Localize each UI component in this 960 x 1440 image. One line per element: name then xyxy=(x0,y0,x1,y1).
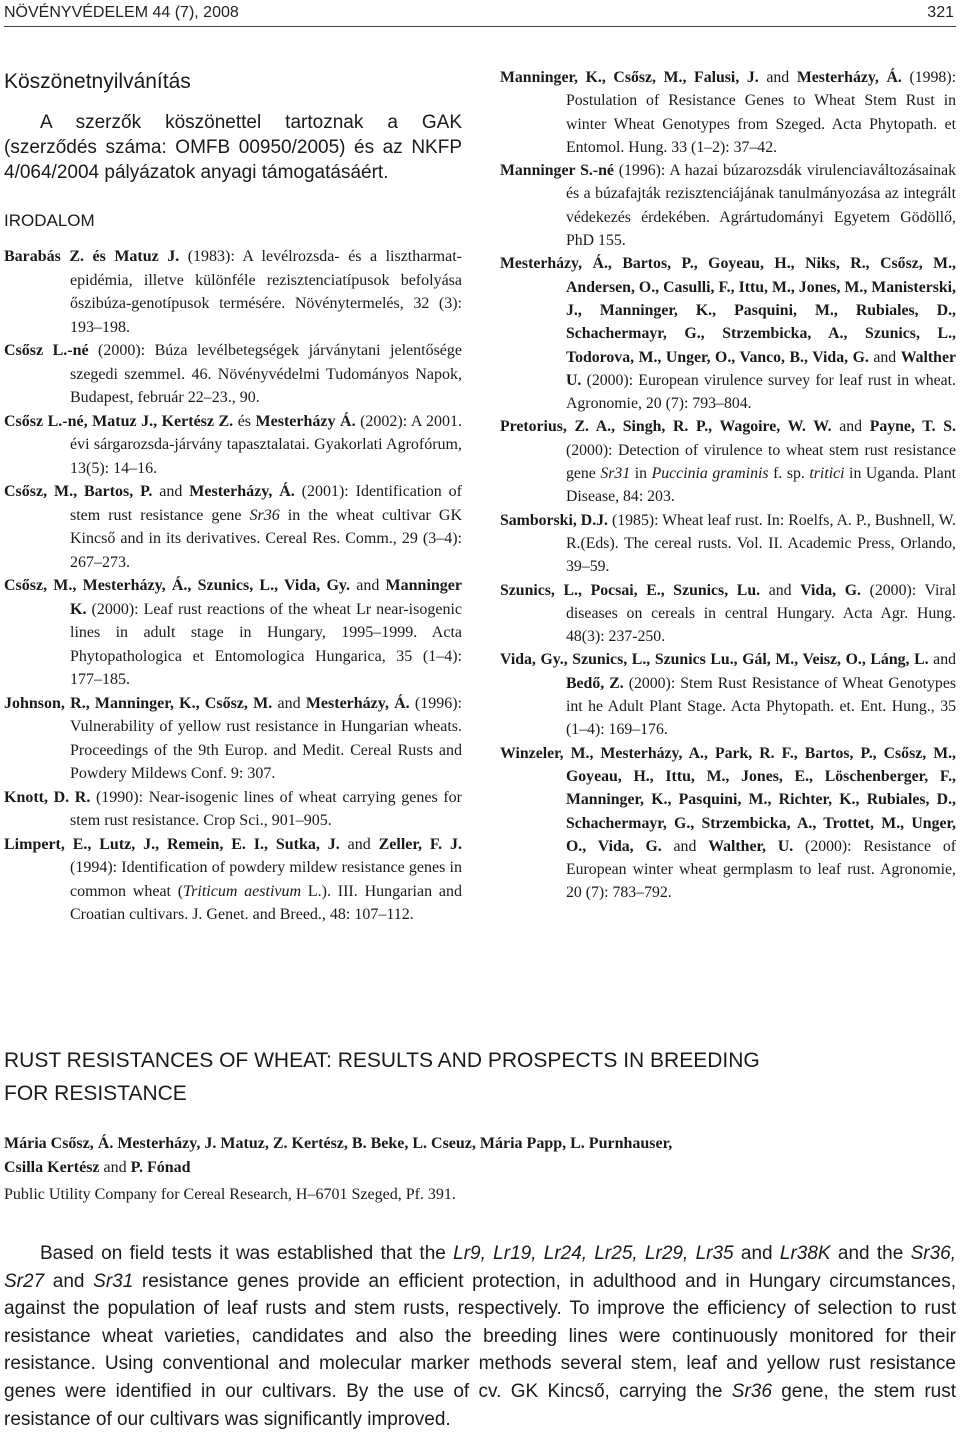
author-conjunction: and xyxy=(350,577,386,594)
abstract-text: and xyxy=(733,1243,780,1264)
acknowledgement-title: Köszönetnyilvánítás xyxy=(4,70,191,93)
reference-authors: Winzeler, M., Mesterházy, A., Park, R. F., Bartos, P., Csősz, M., Goyeau, H., Ittu, M., Jones, E., Löschenberger, F., Manninger, K., Pasquini, M., Richter, K., Rubiales, D., Schachermayr, G., Strzembicka, A., Trottet, M., Unger, O., Vida, G. xyxy=(500,744,956,855)
reference-authors: Walther, U. xyxy=(708,837,794,855)
reference-details: (1985): Wheat leaf rust. In: Roelfs, A. P., Bushnell, W. R.(Eds). The cereal rusts. Vol. II. Academic Press, Orlando, 39–59. xyxy=(566,511,956,576)
reference-authors: Csősz, M., Mesterházy, Á., Szunics, L., Vida, Gy. xyxy=(4,577,351,594)
author-conjunction: and xyxy=(99,1159,131,1176)
reference-entry xyxy=(4,692,462,786)
reference-authors: Mesterházy, Á., Bartos, P., Goyeau, H., Niks, R., Csősz, M., Andersen, O., Casulli, F., Ittu, M., Jones, M., Manisterski, J., Manninger, K., Pasquini, M., Rubiales, D., Schachermayr, G., Strzembicka, A., Szunics, L., Todorova, M., Unger, O., Vanco, B., Vida, G. xyxy=(500,255,956,366)
author-conjunction: and xyxy=(928,651,956,669)
references-heading: IRODALOM xyxy=(4,211,95,230)
abstract-text: resistance genes provide an efficient protection, in adulthood and in Hungary circumstances, against the population of leaf rusts and stem rusts, respectively. To improve the efficiency of selection to rust resistance wheat varieties, candidates and also the breeding lines were continuously monitored for their resistance. Using conventional and molecular marker methods several stem, leaf and yellow rust resistance genes were identified in our cultivars. By the use of cv. GK Kincső, carrying the xyxy=(4,1270,956,1402)
reference-authors: Csősz L.-né, Matuz J., Kertész Z. xyxy=(4,412,234,430)
reference-details: (1990): Near-isogenic lines of wheat carrying genes for stem rust resistance. Crop Sci., 901–905. xyxy=(70,788,463,829)
reference-list-left xyxy=(4,245,462,927)
author-conjunction: and xyxy=(661,837,709,855)
reference-entry xyxy=(500,579,956,649)
reference-details: in xyxy=(630,465,652,483)
reference-details: (1994): Identification of powdery mildew resistance genes in common wheat ( xyxy=(70,859,462,900)
reference-authors: Bedő, Z. xyxy=(566,674,624,692)
article-affiliation: Public Utility Company for Cereal Research, H–6701 Szeged, Pf. 391. xyxy=(4,1186,456,1203)
author-conjunction: and xyxy=(152,483,190,500)
italic-term: Puccinia graminis xyxy=(651,465,769,483)
reference-authors: Limpert, E., Lutz, J., Remein, E. I., Sutka, J. xyxy=(4,835,340,853)
reference-authors: Mesterházy Á. xyxy=(255,412,356,430)
reference-authors: Mesterházy, Á. xyxy=(305,694,410,712)
reference-entry xyxy=(4,833,462,927)
reference-authors: Barabás Z. és Matuz J. xyxy=(4,248,180,265)
reference-details: (1983): A levélrozsda- és a lisztharmat-epidémia, illetve különféle rezisztenciatípusok befolyása őszibúza-genotípusok termésére. Növénytermelés, 32 (3): 193–198. xyxy=(70,248,462,336)
reference-details: (1998): Postulation of Resistance Genes to Wheat Stem Rust in winter Wheat Genotypes from Szeged. Acta Phytopath. et Entomol. Hung. 33 (1–2): 37–42. xyxy=(566,69,956,156)
reference-authors: Szunics, L., Pocsai, E., Szunics, Lu. xyxy=(500,581,761,599)
acknowledgement-text: A szerzők köszönettel tartoznak a GAK (szerződés száma: OMFB 00950/2005) és az NKFP 4/064/2004 pályázatok anyagi támogatásáért. xyxy=(4,112,462,183)
author-conjunction: and xyxy=(760,581,801,599)
reference-entry xyxy=(4,786,462,833)
reference-details: (2000): Resistance of European winter wheat germplasm to leaf rust. Agronomie, 20 (7): 783–792. xyxy=(566,837,956,902)
author-conjunction: and xyxy=(831,418,870,436)
left-column xyxy=(4,70,462,927)
abstract xyxy=(4,1240,956,1433)
reference-authors: Pretorius, Z. A., Singh, R. P., Wagoire, W. W. xyxy=(500,418,832,436)
reference-details: (2001): Identification of stem rust resistance gene xyxy=(70,483,462,524)
author-conjunction: and xyxy=(758,69,797,86)
reference-details: (2000): Detection of virulence to wheat stem rust resistance gene xyxy=(566,441,956,483)
italic-term: Sr31 xyxy=(93,1270,134,1292)
abstract-text: and the xyxy=(830,1243,911,1264)
reference-entry xyxy=(4,480,462,574)
abstract-text: Based on field tests it was established that the xyxy=(40,1243,454,1264)
author-conjunction: and xyxy=(868,348,901,366)
author-conjunction: and xyxy=(339,835,379,853)
reference-authors: Johnson, R., Manninger, K., Csősz, M. xyxy=(4,694,273,712)
reference-details: (2002): A 2001. évi sárgarozsda-járvány tapasztalatai. Gyakorlati Agrofórum, 13(5): 14–16. xyxy=(70,412,463,477)
article-title-line: RUST RESISTANCES OF WHEAT: RESULTS AND PROSPECTS IN BREEDING xyxy=(4,1049,760,1072)
author-conjunction: és xyxy=(233,412,256,430)
reference-entry xyxy=(4,339,462,410)
author-list: Mária Csősz, Á. Mesterházy, J. Matuz, Z. Kertész, B. Beke, L. Cseuz, Mária Papp, L. Purnhauser, xyxy=(4,1135,673,1152)
article-authors xyxy=(4,1132,944,1180)
reference-entry xyxy=(4,245,462,339)
reference-authors: Csősz, M., Bartos, P. xyxy=(4,483,153,500)
reference-entry xyxy=(500,509,956,579)
reference-details: (2000): Búza levélbetegségek járványtani jelentősége szegedi szemmel. 46. Növényvédelmi Tudományos Napok, Budapest, február 22–23., 90. xyxy=(70,342,462,406)
abstract-text: gene, the stem rust resistance of our cultivars was significantly improved. xyxy=(4,1380,957,1430)
reference-entry xyxy=(500,648,956,741)
journal-citation: NÖVÉNYVÉDELEM 44 (7), 2008 xyxy=(4,4,239,21)
reference-entry xyxy=(500,159,956,252)
reference-details: in the wheat cultivar GK Kincső and in its derivatives. Cereal Res. Comm., 29 (3–4): 267–273. xyxy=(70,506,463,571)
reference-entry xyxy=(4,574,462,692)
reference-entry xyxy=(500,66,956,159)
reference-authors: Vida, G. xyxy=(800,581,861,599)
reference-entry xyxy=(4,410,462,481)
italic-term: Sr36 xyxy=(731,1380,772,1402)
reference-authors: Manninger K. xyxy=(70,577,462,618)
article-title-line: FOR RESISTANCE xyxy=(4,1082,187,1105)
reference-authors: Knott, D. R. xyxy=(4,788,91,806)
reference-authors: Zeller, F. J. xyxy=(378,835,463,853)
right-column xyxy=(500,66,956,905)
author-conjunction: and xyxy=(272,694,306,712)
italic-term: tritici xyxy=(809,465,845,483)
author-list: P. Fónad xyxy=(130,1159,191,1176)
reference-entry xyxy=(500,252,956,415)
reference-authors: Vida, Gy., Szunics, L., Szunics Lu., Gál, M., Veisz, O., Láng, L. xyxy=(500,651,929,669)
reference-authors: Mesterházy, Á. xyxy=(796,69,902,86)
reference-authors: Manninger S.-né xyxy=(500,162,614,180)
reference-list-right xyxy=(500,66,956,905)
reference-details: L.). III. Hungarian and Croatian cultivars. J. Genet. and Breed., 48: 107–112. xyxy=(70,882,463,923)
reference-details: (2000): Stem Rust Resistance of Wheat Genotypes int he Adult Plant Stage. Acta Phytopath. et. Ent. Hung., 35 (1–4): 169–176. xyxy=(566,674,956,739)
reference-entry xyxy=(500,742,956,905)
reference-details: (1996): A hazai búzarozsdák virulenciaváltozásainak és a búzafajták rezisztenciájának tanulmányozása az integrált védekezés érdekében. Agrártudományi Egyetem Gödöllő, PhD 155. xyxy=(566,162,956,250)
reference-details: in Uganda. Plant Disease, 84: 203. xyxy=(566,465,956,506)
running-head xyxy=(4,4,956,27)
italic-term: Sr36 xyxy=(249,506,280,524)
italic-term: Triticum aestivum xyxy=(183,882,302,900)
abstract-text: and xyxy=(44,1270,94,1292)
page-number: 321 xyxy=(927,4,954,21)
article-title xyxy=(4,1044,904,1110)
reference-entry xyxy=(500,415,956,508)
italic-term: Sr36, Sr27 xyxy=(4,1243,957,1292)
reference-authors: Manninger, K., Csősz, M., Falusi, J. xyxy=(500,69,759,86)
reference-authors: Payne, T. S. xyxy=(869,418,956,436)
reference-authors: Csősz L.-né xyxy=(4,342,89,359)
italic-term: Lr38K xyxy=(779,1243,831,1264)
italic-term: Lr9, Lr19, Lr24, Lr25, Lr29, Lr35 xyxy=(453,1243,734,1264)
reference-authors: Walther U. xyxy=(566,348,956,389)
reference-details: (2000): Viral diseases on cereals in central Hungary. Acta Agr. Hung. 48(3): 237-250. xyxy=(566,581,956,646)
author-list: Csilla Kertész xyxy=(4,1159,100,1176)
reference-authors: Mesterházy, Á. xyxy=(189,483,295,500)
reference-details: (2000): European virulence survey for leaf rust in wheat. Agronomie, 20 (7): 793–804. xyxy=(566,371,956,413)
reference-details: (1996): Vulnerability of yellow rust resistance in Hungarian wheats. Proceedings of the 9th Europ. and Medit. Cereal Rusts and Powdery Mildews Conf. 9: 307. xyxy=(70,694,462,782)
reference-details: (2000): Leaf rust reactions of the wheat Lr near-isogenic lines in adult stage in Hungary, 1995–1999. Acta Phytopathologica et Entomologica Hungarica, 35 (1–4): 177–185. xyxy=(70,600,462,688)
reference-authors: Samborski, D.J. xyxy=(500,511,608,529)
reference-details: f. sp. xyxy=(768,465,810,483)
italic-term: Sr31 xyxy=(600,465,631,483)
